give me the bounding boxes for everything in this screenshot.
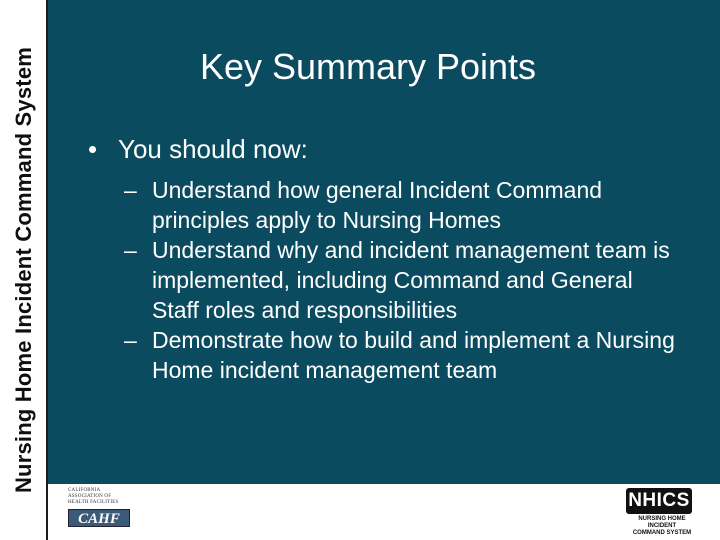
dash-icon: – [124,177,137,203]
footer [48,484,720,540]
list-item [124,235,684,325]
cahf-mark: CAHF [68,509,130,527]
bullet-dot-icon: • [88,134,98,164]
nhics-logo [624,488,710,538]
main-bullet [88,134,308,165]
nhics-subtitle [624,516,700,537]
cahf-fine-print-2: ASSOCIATION OF [68,494,112,499]
cahf-logo [68,488,130,536]
sub-bullet-list [124,175,684,385]
list-item [124,175,684,235]
slide-content-panel [48,0,720,484]
sidebar [0,0,48,540]
dash-icon: – [124,237,137,263]
cahf-fine-print-1: CALIFORNIA [68,488,101,493]
main-bullet-text: You should now: [118,134,308,164]
sidebar-title: Nursing Home Incident Command System [11,46,36,494]
list-item [124,325,684,385]
dash-icon: – [124,327,137,353]
sub-item-text: Understand how general Incident Command principles apply to Nursing Homes [152,177,603,233]
sub-item-text: Demonstrate how to build and implement a Nursing Home incident management team [152,327,675,383]
nhics-subtitle-line2: COMMAND SYSTEM [632,530,692,536]
slide-title: Key Summary Points [199,46,537,87]
cahf-fine-print-3: HEALTH FACILITIES [68,500,119,505]
nhics-mark: NHICS [626,488,692,514]
sub-item-text: Understand why and incident management team is implemented, including Command and General Staff roles and responsibilities [152,237,670,323]
nhics-subtitle-line1: NURSING HOME INCIDENT [638,516,686,529]
